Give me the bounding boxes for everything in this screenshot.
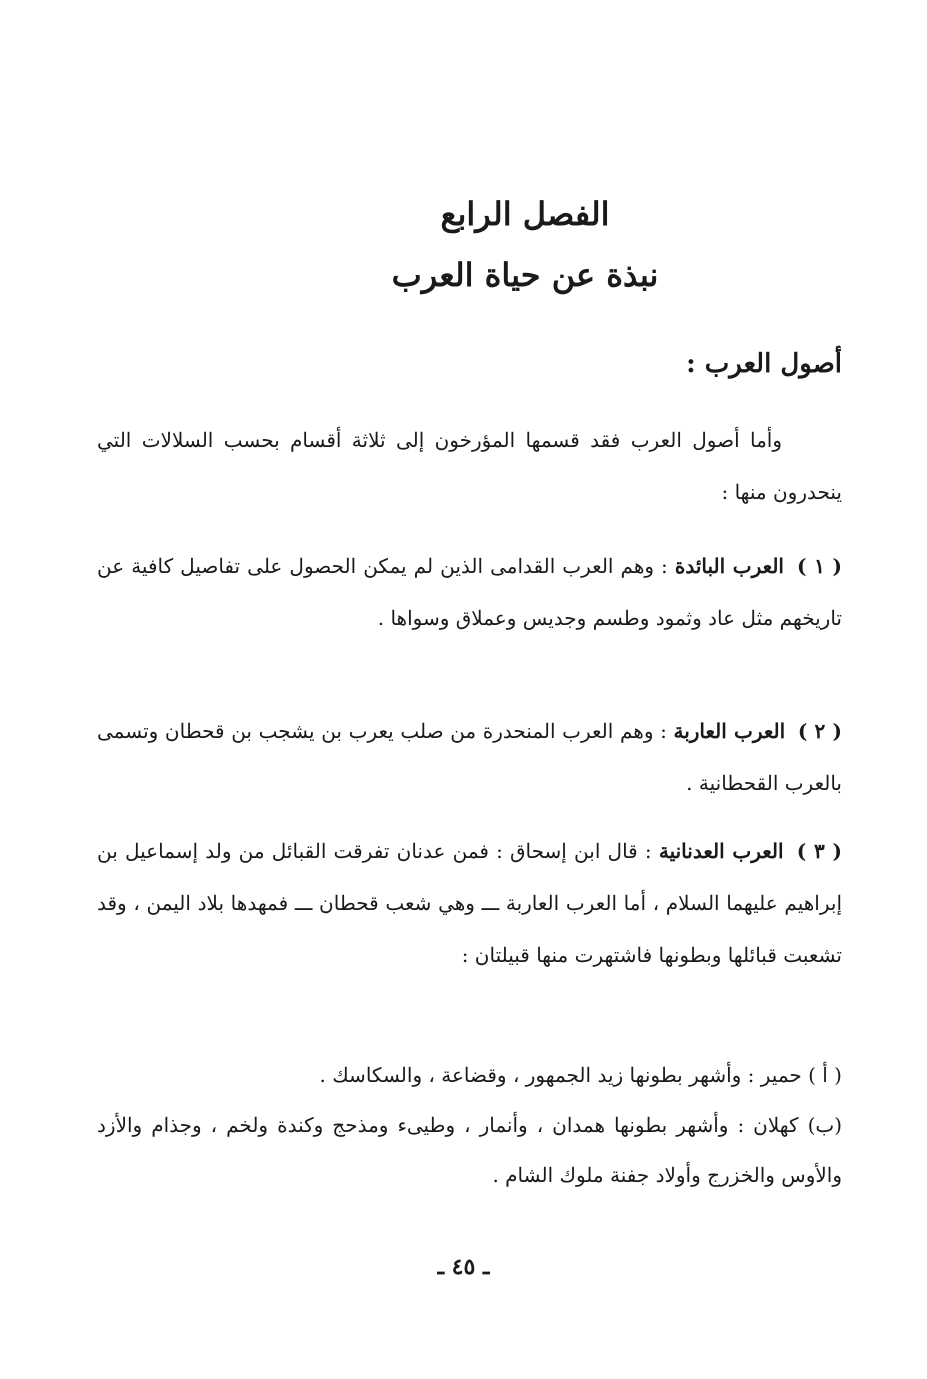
item-lead: العرب العاربة — [673, 719, 786, 743]
item-number: ( ٣ ) — [796, 839, 843, 863]
sub-item-text: حمير : وأشهر بطونها زيد الجمهور ، وقضاعة ، والسكاسك . — [319, 1063, 802, 1087]
page-number: ـ ٤٥ ـ — [437, 1254, 490, 1280]
item-number: ( ٢ ) — [797, 719, 842, 743]
section-heading: أصول العرب : — [686, 349, 842, 379]
sub-item-label: ( أ ) — [808, 1063, 842, 1087]
chapter-title: الفصل الرابع — [440, 195, 610, 233]
item-lead: العرب العدنانية — [658, 839, 784, 863]
sub-item — [97, 1100, 842, 1200]
item-text: : قال ابن إسحاق : فمن عدنان تفرقت القبائل من ولد إسماعيل بن إبراهيم عليهما السلام ، أما العرب العاربة ـــ وهي شعب قحطان ـــ فمهدها بلاد اليمن ، وقد تشعبت قبائلها وبطونها فاشتهرت منها قبيلتان : — [97, 839, 842, 967]
sub-item-label: (ب) — [807, 1113, 843, 1137]
intro-paragraph: وأما أصول العرب فقد قسمها المؤرخون إلى ثلاثة أقسام بحسب السلالات التي ينحدرون منها : — [97, 428, 842, 504]
item-text: : وهم العرب المنحدرة من صلب يعرب بن يشجب بن قحطان وتسمى بالعرب القحطانية . — [97, 719, 842, 795]
sub-list — [97, 1050, 842, 1200]
sub-item — [97, 1050, 842, 1100]
item-number: ( ١ ) — [797, 554, 842, 578]
item-lead: العرب البائدة — [674, 554, 784, 578]
sub-item-text: كهلان : وأشهر بطونها همدان ، وأنمار ، وطيىء ومذحج وكندة ولخم ، وجذام والأزد والأوس والخزرج وأولاد جفنة ملوك الشام . — [97, 1113, 842, 1187]
list-item — [97, 705, 842, 809]
list-item — [97, 825, 842, 981]
chapter-subtitle: نبذة عن حياة العرب — [391, 256, 659, 294]
item-text: : وهم العرب القدامى الذين لم يمكن الحصول على تفاصيل كافية عن تاريخهم مثل عاد وثمود وطسم وجديس وعملاق وسواها . — [97, 554, 842, 630]
list-item — [97, 540, 842, 644]
